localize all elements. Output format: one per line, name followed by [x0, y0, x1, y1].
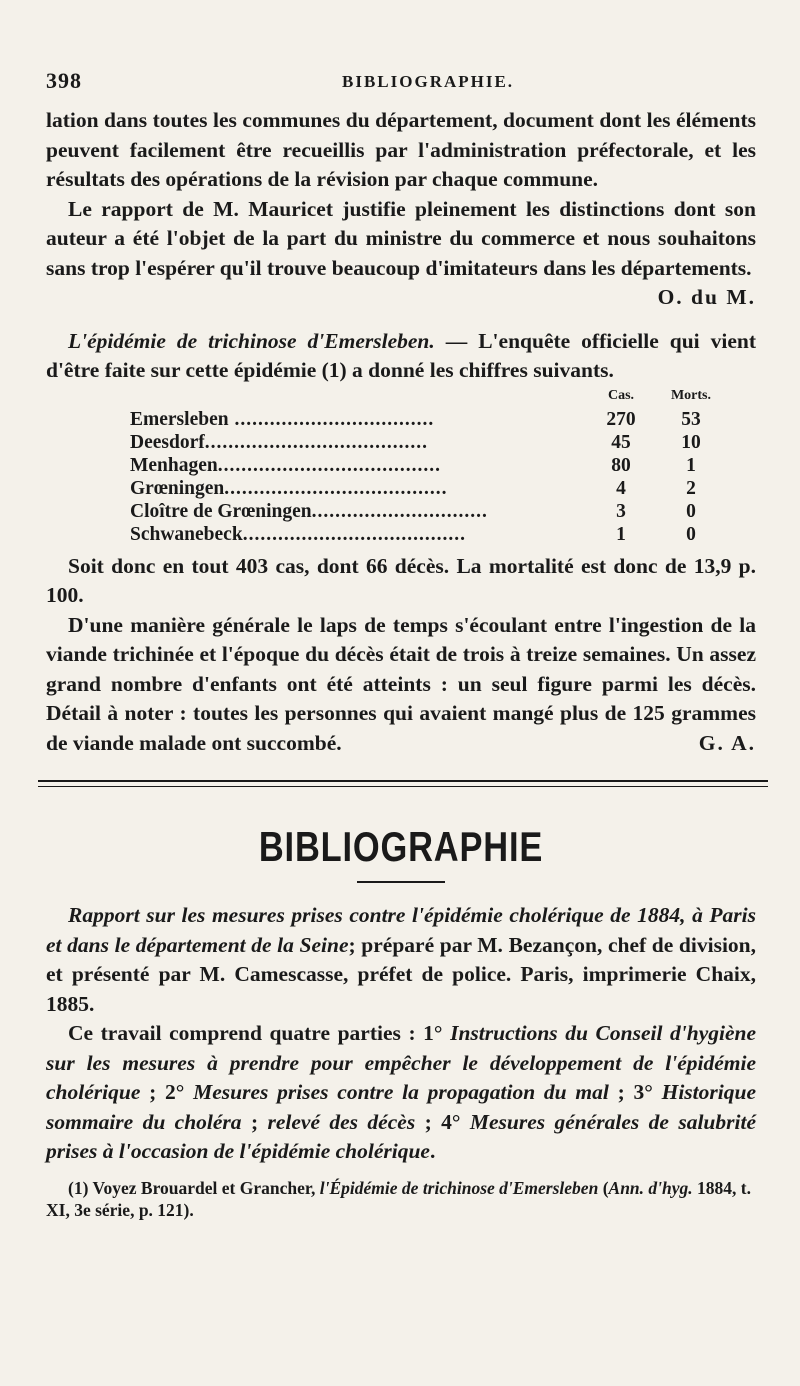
heading-underline	[357, 881, 445, 883]
row-place: Cloître de Grœningen	[130, 500, 312, 522]
contents-part-3: Historique sommaire du choléra	[46, 1080, 756, 1134]
table-row: Grœningen...................................... 4 2	[130, 477, 730, 500]
row-cas: 80	[611, 454, 631, 476]
row-cas: 1	[616, 523, 626, 545]
running-header	[46, 66, 756, 106]
article-title: L'épidémie de trichinose d'Emersleben.	[68, 328, 435, 353]
paragraph-detail	[46, 611, 756, 759]
paragraph-mauricet-text: Le rapport de M. Mauricet justifie pleinement les distinctions dont son auteur a été l'objet de la part du ministre du commerce et nous souhaitons sans trop l'espérer qu'il trouve beaucoup d'imitateurs dans les départements.	[46, 196, 756, 280]
footnote-cited-title: l'Épidémie de trichinose d'Emersleben	[319, 1177, 599, 1198]
contents-text: ;	[241, 1109, 268, 1134]
contents-text: ; 4°	[415, 1109, 470, 1134]
paragraph-detail-text: D'une manière générale le laps de temps s'écoulant entre l'ingestion de la viande trichinée et l'époque du décès était de trois à treize semaines. Un assez grand nombre d'enfants ont été atteints : un seul figure parmi les décès. Détail à noter : toutes les personnes qui avaient mangé plus de 125 grammes de viande malade ont succombé.	[46, 612, 756, 755]
entry-details: ; préparé par M. Bezançon, chef de division, et présenté par M. Camescasse, préfet de police. Paris, imprimerie Chaix, 1885.	[46, 932, 757, 1016]
table-row: Deesdorf...................................... 45 10	[130, 431, 730, 454]
row-place: Menhagen	[130, 454, 218, 476]
paragraph-mauricet-report	[46, 195, 756, 309]
paragraph-trichinosis-intro	[46, 327, 756, 386]
row-place: Grœningen	[130, 477, 225, 499]
row-morts: 1	[686, 454, 696, 476]
row-place: Emersleben	[130, 408, 229, 430]
row-cas: 45	[611, 431, 631, 453]
section-divider	[38, 780, 768, 787]
contents-part-3b: relevé des décès	[267, 1109, 416, 1134]
table-row: Emersleben .................................. 270 53	[130, 408, 730, 431]
footnote-journal: Ann. d'hyg.	[608, 1177, 693, 1198]
contents-part-4: Mesures générales de salubrité prises à l'occasion de l'épidémie cholérique	[46, 1109, 756, 1163]
bibliography-entry	[46, 901, 756, 1019]
table-row: Cloître de Grœningen.............................. 3 0	[130, 500, 730, 523]
row-morts: 2	[686, 477, 696, 499]
footnote-text: 1884, t. XI, 3e série, p. 121).	[46, 1177, 751, 1220]
table-row: Menhagen...................................... 80 1	[130, 454, 730, 477]
row-morts: 10	[681, 431, 701, 453]
footnote	[46, 1177, 756, 1221]
contents-part-1: Instructions du Conseil d'hygiène sur les mesures à prendre pour empêcher le développement de l'épidémie cholérique	[46, 1021, 756, 1104]
row-morts: 0	[686, 523, 696, 545]
paragraph-total: Soit donc en tout 403 cas, dont 66 décès. La mortalité est donc de 13,9 p. 100.	[46, 553, 756, 607]
author-signature: O. du M.	[657, 285, 756, 309]
paragraph-census: lation dans toutes les communes du département, document dont les éléments peuvent facilement être recueillis par l'administration préfectorale, et les résultats des opérations de la révision par chaque commune.	[46, 108, 756, 191]
running-title: BIBLIOGRAPHIE.	[342, 72, 515, 91]
entry-title: Rapport sur les mesures prises contre l'épidémie cholérique de 1884, à Paris et dans le département de la Seine	[46, 903, 756, 957]
row-cas: 4	[616, 477, 626, 499]
footnote-text: (	[598, 1177, 609, 1198]
paragraph-contents	[46, 1019, 756, 1167]
section-heading-bibliography: BIBLIOGRAPHIE	[258, 823, 544, 870]
author-signature: G. A.	[698, 730, 756, 755]
row-place: Deesdorf	[130, 431, 205, 453]
table-header	[130, 388, 730, 408]
epidemic-table	[130, 388, 730, 546]
contents-text: Ce travail comprend quatre parties : 1°	[68, 1021, 451, 1045]
row-place: Schwanebeck	[130, 523, 243, 545]
contents-part-2: Mesures prises contre la propagation du mal	[193, 1080, 609, 1104]
footnote-text: (1) Voyez Brouardel et Grancher,	[68, 1177, 320, 1198]
contents-text: .	[429, 1139, 436, 1163]
table-row: Schwanebeck...................................... 1 0	[130, 523, 730, 546]
row-morts: 0	[686, 500, 696, 522]
contents-text: ; 2°	[140, 1080, 194, 1104]
row-cas: 3	[616, 500, 626, 522]
article-intro: — L'enquête officielle qui vient d'être faite sur cette épidémie (1) a donné les chiffres suivants.	[46, 328, 756, 382]
row-morts: 53	[681, 408, 701, 430]
contents-text: ; 3°	[608, 1080, 662, 1104]
column-header-cas: Cas.	[607, 387, 635, 403]
page-number: 398	[46, 68, 82, 93]
column-header-morts: Morts.	[670, 387, 712, 403]
row-cas: 270	[606, 408, 636, 430]
